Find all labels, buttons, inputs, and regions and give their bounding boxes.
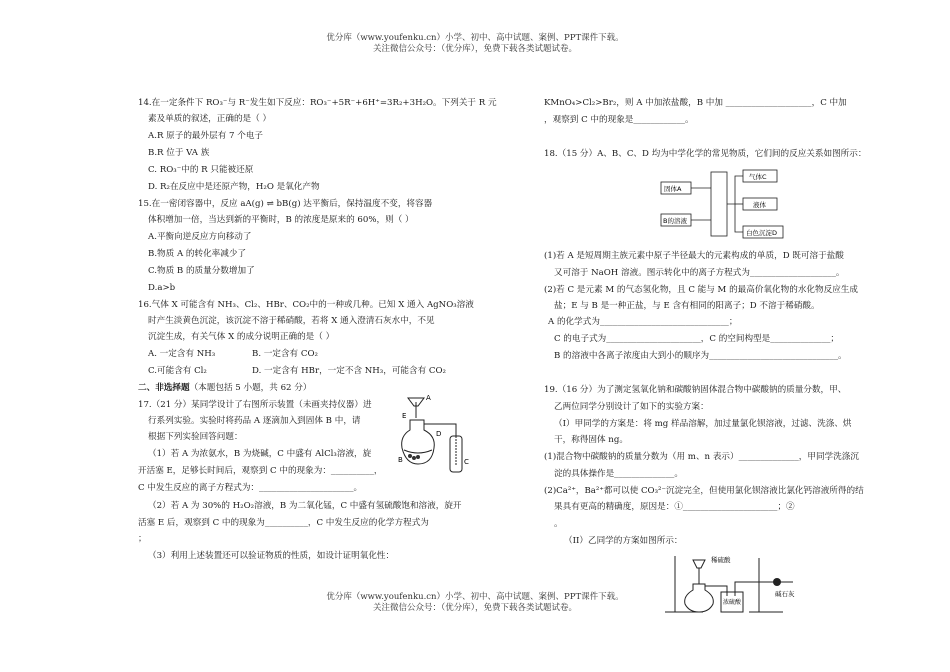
q18-part2-3: A 的化学式为______________________________；: [548, 317, 738, 327]
flask-liquid-line: [404, 450, 432, 453]
q19-plan2: （II）乙同学的方案如图所示：: [564, 536, 683, 546]
q17-part2-1: （2）若 A 为 30%的 H₂O₂溶液，B 为二氧化锰，C 中盛有氢硫酸饱和溶液，旋开: [148, 501, 462, 511]
solid-b-2: [412, 456, 416, 460]
q19-stem-1: 19.（16 分）为了测定氢氧化钠和碳酸钠固体混合物中碳酸钠的质量分数，甲、: [544, 385, 847, 395]
label-d: D: [436, 430, 442, 438]
q19-stem-2: 乙两位同学分别设计了如下的实验方案：: [554, 402, 709, 412]
q17-part2-3: ；: [138, 534, 147, 544]
q18-part2-5: B 的溶液中各离子浓度由大到小的顺序为______________________________。: [554, 351, 847, 361]
header-line-2: 关注微信公众号：（优分库），免费下载各类试题试卷。: [372, 44, 577, 54]
q16-stem-3: 沉淀生成，有关气体 X 的成分说明正确的是（ ）: [148, 332, 335, 342]
q18-part2-1: (2)若 C 是元素 M 的气态氢化物，且 C 能与 M 的最高价氧化物的水化物反应生成: [544, 285, 858, 295]
solid-a-label: 固体A: [664, 185, 682, 193]
q18-stem: 18.（15 分）A、B、C、D 均为中学化学的常见物质，它们间的反应关系如图所示：: [544, 149, 867, 159]
white-ppt-d-label: 白色沉淀D: [746, 229, 778, 237]
solution-b-label: B的溶液: [663, 217, 687, 225]
q16-option-b: B. 一定含有 CO₂: [252, 349, 318, 359]
q17-stem-1: 17.（21 分）某同学设计了右图所示装置（未画夹持仪器）进: [138, 400, 372, 410]
q14-option-a: A.R 原子的最外层有 7 个电子: [148, 131, 264, 141]
section-note: （本题包括 5 小题，共 62 分）: [189, 383, 312, 393]
q18-part2-4: C 的电子式为______________________，C 的空间构型是______________；: [554, 334, 840, 344]
q17-part1-2: 开活塞 E，足够长时间后，观察到 C 中的现象为：__________，: [138, 466, 383, 476]
arrow-to-d: [735, 204, 743, 232]
u-tube-bulb: [773, 578, 781, 586]
q18-part1-2: 又可溶于 NaOH 溶液。图示转化中的离子方程式为____________________。: [554, 268, 845, 278]
q17-part1-1: （1）若 A 为浓氨水，B 为烧碱，C 中盛有 AlCl₃溶液，旋: [148, 449, 372, 459]
q18-reaction-diagram: [659, 168, 789, 244]
tube-to-bottle: [705, 586, 727, 596]
label-b: B: [398, 456, 403, 464]
box-reaction-center: [711, 172, 727, 236]
solid-b: [408, 454, 412, 458]
q16-option-d: D. 一定含有 HBr，一定不含 NH₃，可能含有 CO₂: [252, 366, 446, 376]
q17-part1-3: C 中发生反应的离子方程式为：______________________。: [138, 483, 363, 493]
q19-part2-3: 。: [554, 519, 563, 529]
q18-part1-1: (1)若 A 是短周期主族元素中原子半径最大的元素构成的单质，D 既可溶于盐酸: [544, 251, 844, 261]
q19-plan1-1: （I）甲同学的方案是：将 mg 样品溶解，加过量氯化钡溶液，过滤、洗涤、烘: [554, 419, 852, 429]
q14-option-c: C. RO₃⁻中的 R 只能被还原: [148, 165, 254, 175]
soda-lime-label: 碱石灰: [775, 590, 795, 598]
section-heading: [138, 382, 311, 395]
q14-option-d: D. R₂在反应中是还原产物，H₂O 是氧化产物: [148, 182, 320, 192]
label-a: A: [426, 394, 431, 402]
label-c: C: [464, 458, 469, 466]
label-e: E: [402, 412, 407, 420]
q14-stem-1: 14.在一定条件下 RO₃⁻与 R⁻发生如下反应：RO₃⁻+5R⁻+6H⁺=3R₂+3H₂O。下列关于 R 元: [138, 98, 497, 108]
header-line-1: 优分库（www.youfenku.cn）小学、初中、高中试题、案例、PPT课件下载。: [326, 33, 624, 43]
q15-option-c: C.物质 B 的质量分数增加了: [148, 266, 255, 276]
q15-option-b: B.物质 A 的转化率减少了: [148, 249, 247, 259]
arrow-to-c: [727, 176, 743, 204]
q15-option-a: A.平衡向逆反应方向移动了: [148, 232, 252, 242]
q19-part2-2: 果具有更高的精确度，原因是：①______________________；②: [554, 502, 795, 512]
q17-apparatus-figure: [396, 392, 478, 482]
gas-c-label: 气体C: [749, 173, 767, 181]
q17c-line-1: KMnO₄>Cl₂>Br₂，则 A 中加浓盐酸，B 中加 ____________________，C 中加: [544, 98, 847, 108]
q16-option-c: C.可能含有 Cl₂: [148, 366, 207, 376]
q16-option-a: A. 一定含有 NH₃: [148, 349, 216, 359]
footer-line-2: 关注微信公众号：（优分库），免费下载各类试题试卷。: [372, 603, 577, 613]
q19-part2-1: (2)Ca²⁺，Ba²⁺都可以使 CO₃²⁻沉淀完全，但使用氯化钡溶液比氯化钙溶液所得的结: [544, 486, 864, 496]
q19-apparatus-figure: [663, 552, 803, 616]
q19-part1-2: 淀的具体操作是______________。: [554, 469, 683, 479]
dilute-acid-label: 稀硫酸: [711, 556, 731, 564]
right-column: [475, 0, 950, 672]
q17-part2-2: 活塞 E 后，观察到 C 中的现象为__________，C 中发生反应的化学方程式为: [138, 518, 429, 528]
separatory-funnel: [693, 560, 705, 568]
q17-stem-3: 根据下列实验回答问题：: [148, 432, 243, 442]
q19-part1-1: (1)混合物中碳酸钠的质量分数为（用 m、n 表示）______________，甲同学洗涤沉: [544, 452, 859, 462]
q19-plan1-2: 干，称得固体 ng。: [554, 435, 628, 445]
liquid-label: 液体: [753, 201, 766, 209]
solid-b-3: [416, 455, 420, 459]
q17-stem-2: 行系列实验。实验时将药品 A 逐滴加入到固体 B 中，请: [148, 416, 361, 426]
q16-stem-1: 16.气体 X 可能含有 NH₃、Cl₂、HBr、CO₂中的一种或几种。已知 X 通入 AgNO₃溶液: [138, 300, 474, 310]
q15-stem-2: 体积增加一倍，当达到新的平衡时，B 的浓度是原来的 60%，则（ ）: [148, 215, 414, 225]
reaction-flask: [685, 584, 714, 612]
q15-option-d: D.a>b: [148, 283, 176, 293]
q18-part2-2: 盐；E 与 B 是一种正盐，与 E 含有相同的阳离子；D 不溶于稀硝酸。: [554, 301, 820, 311]
q17c-line-2: ，观察到 C 中的现象是____________。: [544, 115, 694, 125]
section-title: 二、非选择题: [138, 383, 190, 393]
conc-acid-label: 浓硫酸: [723, 599, 742, 606]
footer-line-1: 优分库（www.youfenku.cn）小学、初中、高中试题、案例、PPT课件下载。: [326, 592, 624, 602]
q16-stem-2: 时产生淡黄色沉淀，该沉淀不溶于稀硝酸，若将 X 通入澄清石灰水中，不见: [148, 316, 435, 326]
q17-part3-1: （3）利用上述装置还可以验证物质的性质，如设计证明氧化性：: [148, 551, 395, 561]
q15-stem-1: 15.在一密闭容器中，反应 aA(g) ⇌ bB(g) 达平衡后，保持温度不变，将容器: [138, 199, 433, 209]
q14-option-b: B.R 位于 VA 族: [148, 148, 210, 158]
q14-stem-2: 素及单质的叙述，正确的是（ ）: [148, 114, 272, 124]
tube-to-drying: [735, 582, 767, 596]
